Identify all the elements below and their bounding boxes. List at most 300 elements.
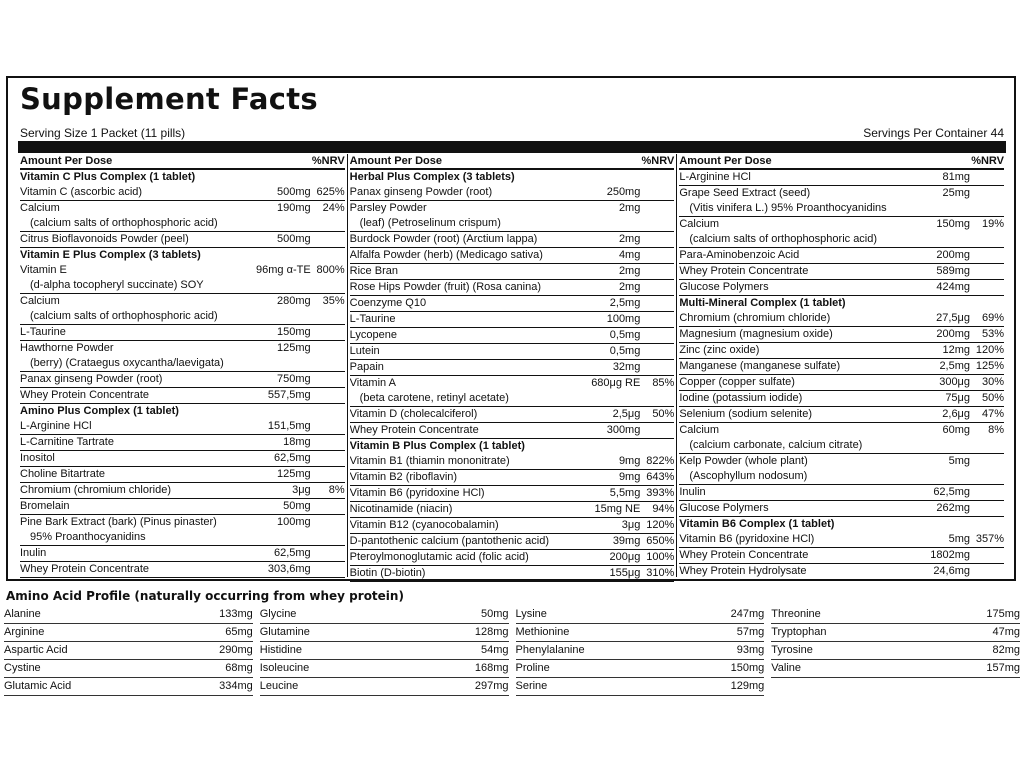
- amino-name: Arginine: [4, 626, 45, 638]
- nutrient-amount: 18mg: [283, 436, 311, 448]
- nutrient-subline: [679, 232, 1004, 248]
- amino-amount: 65mg: [225, 626, 253, 638]
- amino-name: Tyrosine: [771, 644, 813, 656]
- page-title: Supplement Facts: [20, 82, 318, 116]
- nutrient-amount: 589mg: [936, 265, 971, 277]
- nutrient-values: [912, 485, 1004, 500]
- nutrient-nrv: 120%: [646, 519, 675, 531]
- nutrient-amount: 155μg: [609, 567, 641, 579]
- nutrient-row: [20, 232, 345, 248]
- nutrient-values: [912, 532, 1004, 547]
- nutrient-name: L-Taurine: [20, 326, 66, 338]
- nutrient-amount: 557,5mg: [267, 389, 311, 401]
- nutrient-row: [679, 407, 1004, 423]
- amino-row: [4, 678, 253, 696]
- amino-row: [516, 606, 765, 624]
- nutrient-detail: (leaf) (Petroselinum crispum): [359, 217, 501, 229]
- nutrient-detail: (calcium salts of orthophosphoric acid): [30, 217, 218, 229]
- nutrient-name: Calcium: [20, 202, 60, 214]
- nutrient-values: [912, 359, 1004, 374]
- section-heading: [350, 170, 675, 185]
- nutrient-detail: (berry) (Crataegus oxycantha/laevigata): [30, 357, 224, 369]
- facts-columns: [18, 154, 1006, 577]
- section-title: Vitamin B Plus Complex (1 tablet): [349, 440, 525, 452]
- nutrient-row: [679, 501, 1004, 517]
- nutrient-nrv: 30%: [981, 376, 1005, 388]
- nutrient-nrv: 8%: [988, 424, 1005, 436]
- nutrient-row: [20, 294, 345, 309]
- nutrient-values: [251, 294, 345, 309]
- nutrient-row: [350, 232, 675, 248]
- nutrient-name: Glucose Polymers: [679, 502, 769, 514]
- nutrient-subline: [20, 530, 345, 546]
- nutrient-nrv: [640, 328, 674, 343]
- nutrient-amount: 2mg: [618, 265, 641, 277]
- nutrient-nrv: [970, 485, 1004, 500]
- nutrient-name: Whey Protein Concentrate: [679, 549, 809, 561]
- nutrient-row: [350, 470, 675, 486]
- nutrient-row: [350, 423, 675, 439]
- nutrient-nrv: [640, 344, 674, 359]
- nutrient-row: [679, 359, 1004, 375]
- nutrient-nrv: [640, 201, 674, 216]
- amino-name: Lysine: [515, 608, 547, 620]
- section-title: Herbal Plus Complex (3 tablets): [349, 171, 515, 183]
- nutrient-row: [350, 248, 675, 264]
- nutrient-nrv: [970, 170, 1004, 185]
- nutrient-values: [251, 435, 345, 450]
- nutrient-amount: 24,6mg: [933, 565, 971, 577]
- nutrient-nrv: [640, 264, 674, 279]
- nutrient-values: [251, 201, 345, 216]
- nutrient-nrv: [311, 372, 345, 387]
- section-heading: [20, 248, 345, 263]
- nutrient-subline: [679, 201, 1004, 217]
- section-title: Multi-Mineral Complex (1 tablet): [679, 297, 846, 309]
- nutrient-name: Vitamin B1 (thiamin mononitrate): [349, 455, 510, 467]
- nutrient-row: [679, 532, 1004, 548]
- nutrient-name: Chromium (chromium chloride): [20, 484, 171, 496]
- amino-row: [260, 624, 509, 642]
- nutrient-amount: 200mg: [936, 249, 971, 261]
- nutrient-name: Calcium: [679, 424, 720, 436]
- nutrient-values: [912, 375, 1004, 390]
- nutrient-row: [679, 170, 1004, 186]
- nutrient-name: Whey Protein Concentrate: [20, 389, 150, 401]
- nutrient-name: Hawthorne Powder: [20, 342, 114, 354]
- nutrient-nrv: 100%: [646, 551, 675, 563]
- nutrient-name: Inositol: [20, 452, 55, 464]
- nutrient-row: [679, 217, 1004, 232]
- nutrient-nrv: 50%: [981, 392, 1005, 404]
- nutrient-amount: 151,5mg: [267, 420, 311, 432]
- nutrient-row: [679, 391, 1004, 407]
- nutrient-nrv: [640, 248, 674, 263]
- nutrient-name: Vitamin B6 (pyridoxine HCl): [349, 487, 485, 499]
- nutrient-row: [20, 325, 345, 341]
- nutrient-row: [350, 328, 675, 344]
- nutrient-subline: [679, 469, 1004, 485]
- nutrient-values: [251, 499, 345, 514]
- nutrient-detail: (calcium salts of orthophosphoric acid): [689, 233, 878, 245]
- nutrient-values: [251, 467, 345, 482]
- nutrient-amount: 424mg: [936, 281, 971, 293]
- nutrient-row: [20, 341, 345, 356]
- nutrient-nrv: [640, 296, 674, 311]
- nutrient-amount: 2mg: [618, 281, 641, 293]
- nutrient-nrv: [640, 360, 674, 375]
- nutrient-name: Vitamin A: [349, 377, 396, 389]
- nutrient-row: [20, 467, 345, 483]
- nutrient-values: [912, 343, 1004, 358]
- amino-acid-grid: [4, 606, 1020, 696]
- nutrient-amount: 15mg NE: [594, 503, 641, 515]
- nutrient-amount: 300mg: [606, 424, 641, 436]
- nutrient-values: [576, 185, 674, 200]
- amino-amount: 54mg: [480, 644, 509, 656]
- nutrient-name: Nicotinamide (niacin): [349, 503, 453, 515]
- supplement-facts-panel: [6, 76, 1016, 581]
- nutrient-nrv: [311, 562, 345, 577]
- nutrient-name: Papain: [349, 361, 384, 373]
- amino-amount: 168mg: [474, 662, 509, 674]
- nutrient-amount: 150mg: [277, 326, 311, 338]
- amino-row: [260, 660, 509, 678]
- nutrient-name: Magnesium (magnesium oxide): [679, 328, 833, 340]
- amino-column: [771, 606, 1020, 696]
- nutrient-row: [679, 248, 1004, 264]
- nutrient-name: Chromium (chromium chloride): [679, 312, 831, 324]
- nutrient-detail: (d-alpha tocopheryl succinate) SOY: [30, 279, 204, 291]
- nutrient-amount: 12mg: [942, 344, 971, 356]
- nutrient-row: [20, 185, 345, 201]
- facts-column-2: [347, 154, 677, 577]
- section-title: Vitamin E Plus Complex (3 tablets): [20, 249, 201, 261]
- nutrient-nrv: [311, 435, 345, 450]
- nutrient-values: [576, 470, 674, 485]
- amino-row: [260, 606, 509, 624]
- nutrient-amount: 50mg: [283, 500, 311, 512]
- nutrient-values: [912, 248, 1004, 263]
- nutrient-row: [350, 280, 675, 296]
- nutrient-values: [251, 388, 345, 403]
- nutrient-values: [912, 280, 1004, 295]
- nutrient-row: [350, 376, 675, 391]
- nutrient-row: [679, 343, 1004, 359]
- nutrient-name: Lutein: [349, 345, 380, 357]
- amino-name: Tryptophan: [771, 626, 827, 638]
- nutrient-nrv: 625%: [316, 186, 345, 198]
- amino-row: [260, 642, 509, 660]
- nutrient-name: Whey Protein Concentrate: [679, 265, 809, 277]
- nutrient-amount: 190mg: [277, 202, 311, 214]
- nutrient-values: [576, 264, 674, 279]
- nutrient-subline: [20, 356, 345, 372]
- amino-row: [516, 642, 765, 660]
- nutrient-values: [912, 501, 1004, 516]
- nutrient-values: [912, 391, 1004, 406]
- nutrient-row: [679, 564, 1004, 580]
- nutrient-name: Pteroylmonoglutamic acid (folic acid): [349, 551, 529, 563]
- nutrient-row: [350, 185, 675, 201]
- nutrient-name: Whey Protein Hydrolysate: [679, 565, 807, 577]
- amino-amount: 50mg: [480, 608, 509, 620]
- nutrient-values: [912, 423, 1004, 438]
- nutrient-name: Lycopene: [349, 329, 397, 341]
- nutrient-row: [679, 375, 1004, 391]
- nutrient-values: [576, 550, 674, 565]
- nutrient-values: [251, 419, 345, 434]
- nutrient-name: Copper (copper sulfate): [679, 376, 795, 388]
- nutrient-name: Bromelain: [20, 500, 70, 512]
- nutrient-name: Rice Bran: [349, 265, 398, 277]
- nutrient-name: Whey Protein Concentrate: [349, 424, 479, 436]
- amino-name: Glutamine: [259, 626, 310, 638]
- nutrient-values: [576, 502, 674, 517]
- nutrient-amount: 2,5μg: [612, 408, 641, 420]
- nutrient-detail: 95% Proanthocyanidins: [30, 531, 146, 543]
- nutrient-nrv: [311, 546, 345, 561]
- nutrient-name: Para-Aminobenzoic Acid: [679, 249, 800, 261]
- amino-name: Valine: [771, 662, 802, 674]
- amino-amount: 129mg: [730, 680, 765, 692]
- nutrient-amount: 500mg: [277, 186, 311, 198]
- nutrient-values: [251, 451, 345, 466]
- nutrient-amount: 3μg: [292, 484, 311, 496]
- nutrient-values: [251, 546, 345, 561]
- nutrient-name: Calcium: [679, 218, 720, 230]
- nutrient-detail: (beta carotene, retinyl acetate): [359, 392, 509, 404]
- nutrient-values: [576, 454, 674, 469]
- nutrient-name: Manganese (manganese sulfate): [679, 360, 841, 372]
- amount-header: Amount Per Dose: [349, 155, 442, 167]
- nutrient-values: [576, 296, 674, 311]
- serving-size: Serving Size 1 Packet (11 pills): [20, 126, 186, 140]
- nutrient-amount: 62,5mg: [933, 486, 971, 498]
- amino-name: Methionine: [515, 626, 570, 638]
- nutrient-row: [20, 388, 345, 404]
- nutrient-row: [350, 486, 675, 502]
- nutrient-name: Vitamin B2 (riboflavin): [349, 471, 458, 483]
- amino-amount: 128mg: [474, 626, 509, 638]
- nutrient-values: [251, 325, 345, 340]
- nutrient-name: Selenium (sodium selenite): [679, 408, 813, 420]
- nutrient-values: [576, 566, 674, 581]
- nutrient-name: Citrus Bioflavonoids Powder (peel): [20, 233, 189, 245]
- nutrient-amount: 60mg: [942, 424, 971, 436]
- nutrient-values: [576, 360, 674, 375]
- nutrient-nrv: [311, 467, 345, 482]
- amino-amount: 175mg: [986, 608, 1020, 620]
- nutrient-name: Vitamin D (cholecalciferol): [349, 408, 478, 420]
- nutrient-amount: 300μg: [939, 376, 971, 388]
- nutrient-amount: 5mg: [948, 455, 971, 467]
- amino-name: Serine: [515, 680, 548, 692]
- amino-amount: 150mg: [730, 662, 765, 674]
- amino-name: Isoleucine: [259, 662, 310, 674]
- nutrient-amount: 0,5mg: [609, 329, 641, 341]
- amino-name: Threonine: [771, 608, 821, 620]
- nutrient-values: [576, 534, 674, 549]
- nutrient-values: [576, 232, 674, 247]
- nutrient-name: Vitamin B12 (cyanocobalamin): [349, 519, 499, 531]
- nutrient-name: Biotin (D-biotin): [349, 567, 426, 579]
- nutrient-nrv: [311, 451, 345, 466]
- nrv-header: %NRV: [641, 155, 675, 167]
- nutrient-amount: 100mg: [277, 516, 311, 528]
- nutrient-row: [350, 360, 675, 376]
- nutrient-amount: 200μg: [609, 551, 641, 563]
- nutrient-values: [912, 454, 1004, 469]
- nutrient-nrv: [970, 548, 1004, 563]
- nutrient-nrv: [311, 232, 345, 247]
- nutrient-row: [679, 186, 1004, 201]
- nutrient-amount: 2mg: [618, 233, 641, 245]
- nutrient-amount: 150mg: [936, 218, 971, 230]
- nutrient-name: Alfalfa Powder (herb) (Medicago sativa): [349, 249, 543, 261]
- nutrient-name: Inulin: [20, 547, 47, 559]
- amino-row: [771, 660, 1020, 678]
- nutrient-name: Panax ginseng Powder (root): [20, 373, 163, 385]
- nutrient-values: [251, 232, 345, 247]
- nutrient-name: Inulin: [679, 486, 706, 498]
- nutrient-row: [350, 312, 675, 328]
- nutrient-row: [679, 548, 1004, 564]
- nutrient-amount: 1802mg: [930, 549, 971, 561]
- section-heading: [20, 170, 345, 185]
- nutrient-name: L-Taurine: [349, 313, 396, 325]
- nutrient-values: [251, 483, 345, 498]
- nutrient-amount: 2,5mg: [609, 297, 641, 309]
- nutrient-nrv: 24%: [322, 202, 345, 214]
- nutrient-values: [576, 248, 674, 263]
- nutrient-name: Vitamin B6 (pyridoxine HCl): [679, 533, 815, 545]
- nutrient-values: [251, 263, 345, 278]
- nutrient-nrv: 357%: [975, 533, 1005, 545]
- amino-name: Alanine: [4, 608, 41, 620]
- nutrient-values: [576, 423, 674, 438]
- nutrient-nrv: 310%: [646, 567, 675, 579]
- nutrient-amount: 5,5mg: [609, 487, 641, 499]
- nutrient-subline: [350, 391, 675, 407]
- nutrient-nrv: 643%: [646, 471, 675, 483]
- nutrient-amount: 5mg: [948, 533, 971, 545]
- nutrient-values: [576, 486, 674, 501]
- nutrient-amount: 9mg: [618, 471, 641, 483]
- amino-row: [4, 660, 253, 678]
- nutrient-row: [679, 327, 1004, 343]
- amino-row: [516, 678, 765, 696]
- nutrient-nrv: [640, 312, 674, 327]
- nutrient-nrv: 8%: [328, 484, 345, 496]
- nutrient-nrv: [640, 232, 674, 247]
- amino-amount: 334mg: [219, 680, 253, 692]
- amino-amount: 57mg: [736, 626, 765, 638]
- nutrient-name: L-Arginine HCl: [20, 420, 92, 432]
- amino-row: [4, 606, 253, 624]
- nutrient-nrv: [311, 419, 345, 434]
- nutrient-amount: 2,5mg: [939, 360, 971, 372]
- amino-amount: 47mg: [992, 626, 1020, 638]
- amino-name: Glutamic Acid: [4, 680, 72, 692]
- nutrient-row: [20, 263, 345, 278]
- nutrient-amount: 27,5μg: [936, 312, 971, 324]
- nutrient-amount: 200mg: [936, 328, 971, 340]
- amino-row: [516, 624, 765, 642]
- amino-name: Cystine: [4, 662, 41, 674]
- nutrient-amount: 680μg RE: [591, 377, 641, 389]
- nutrient-nrv: 800%: [316, 264, 345, 276]
- nutrient-row: [679, 264, 1004, 280]
- nutrient-amount: 32mg: [612, 361, 641, 373]
- nutrient-nrv: [640, 280, 674, 295]
- nutrient-name: Rose Hips Powder (fruit) (Rosa canina): [349, 281, 542, 293]
- amino-row: [4, 642, 253, 660]
- nutrient-amount: 2mg: [618, 202, 641, 214]
- nutrient-amount: 3μg: [621, 519, 641, 531]
- nutrient-values: [912, 407, 1004, 422]
- amino-amount: 93mg: [736, 644, 765, 656]
- nutrient-name: Choline Bitartrate: [20, 468, 105, 480]
- nutrient-row: [679, 423, 1004, 438]
- nutrient-row: [679, 280, 1004, 296]
- amino-column: [260, 606, 509, 696]
- nutrient-name: Panax ginseng Powder (root): [349, 186, 493, 198]
- nutrient-amount: 125mg: [277, 468, 311, 480]
- nutrient-subline: [20, 309, 345, 325]
- nutrient-values: [912, 564, 1004, 579]
- nutrient-row: [20, 483, 345, 499]
- nutrient-nrv: [970, 186, 1004, 201]
- nutrient-values: [912, 327, 1004, 342]
- nutrient-name: Vitamin E: [20, 264, 67, 276]
- nutrient-values: [912, 264, 1004, 279]
- amino-amount: 247mg: [730, 608, 765, 620]
- amino-column: [4, 606, 253, 696]
- nutrient-nrv: [311, 499, 345, 514]
- section-title: Vitamin C Plus Complex (1 tablet): [20, 171, 196, 183]
- section-heading: [20, 404, 345, 419]
- nutrient-nrv: [970, 280, 1004, 295]
- amino-name: Histidine: [259, 644, 302, 656]
- nutrient-values: [251, 185, 345, 200]
- amino-amount: 157mg: [986, 662, 1020, 674]
- nutrient-detail: (calcium salts of orthophosphoric acid): [30, 310, 218, 322]
- amino-amount: 133mg: [219, 608, 253, 620]
- nutrient-name: L-Arginine HCl: [679, 171, 751, 183]
- nutrient-detail: (Ascophyllum nodosum): [689, 470, 808, 482]
- amount-header: Amount Per Dose: [679, 155, 772, 167]
- nutrient-nrv: 125%: [975, 360, 1005, 372]
- nutrient-amount: 250mg: [606, 186, 641, 198]
- nutrient-subline: [20, 278, 345, 294]
- nutrient-nrv: 50%: [652, 408, 675, 420]
- section-title: Vitamin B6 Complex (1 tablet): [679, 518, 835, 530]
- amino-row: [4, 624, 253, 642]
- nutrient-amount: 303,6mg: [267, 563, 311, 575]
- nutrient-name: Calcium: [20, 295, 60, 307]
- nutrient-name: Iodine (potassium iodide): [679, 392, 803, 404]
- nutrient-name: Glucose Polymers: [679, 281, 769, 293]
- nutrient-nrv: [311, 341, 345, 356]
- nutrient-nrv: 393%: [646, 487, 675, 499]
- nutrient-row: [350, 502, 675, 518]
- section-title: Amino Plus Complex (1 tablet): [20, 405, 179, 417]
- nutrient-amount: 2,6μg: [942, 408, 971, 420]
- amino-row: [516, 660, 765, 678]
- amino-row: [771, 642, 1020, 660]
- nutrient-values: [576, 344, 674, 359]
